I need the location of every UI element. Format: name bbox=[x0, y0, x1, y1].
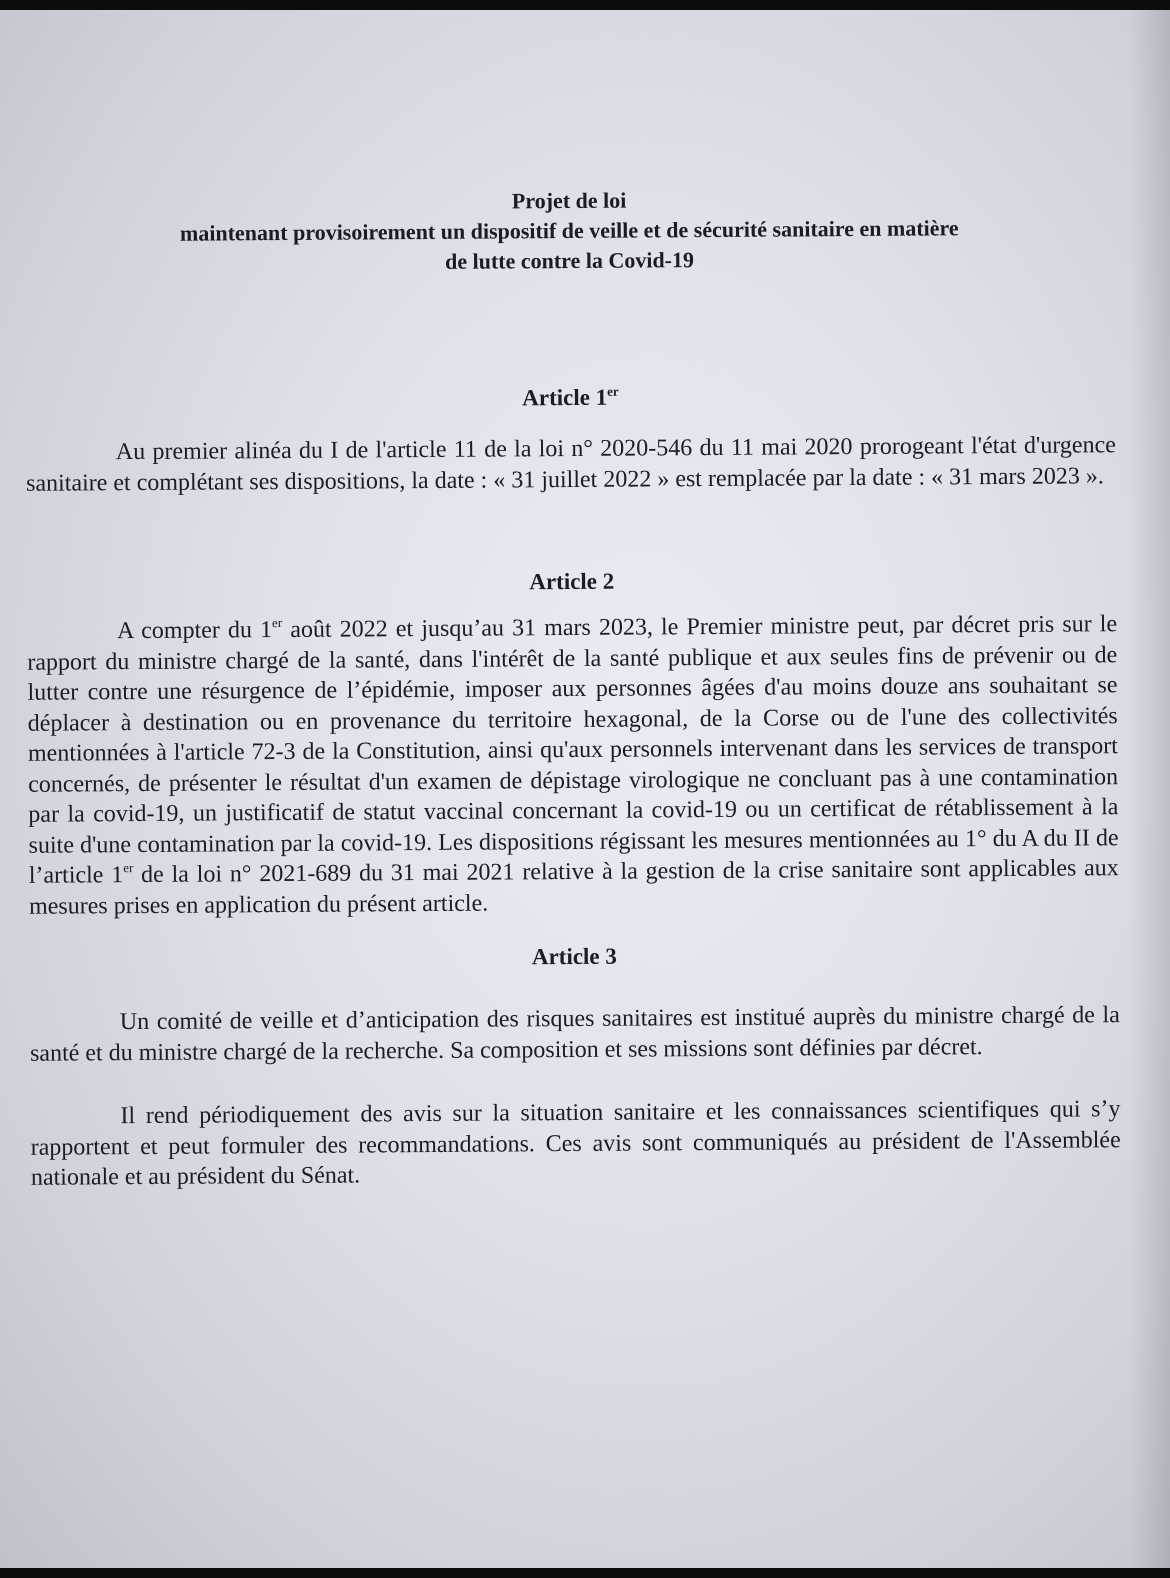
article-1-paragraph: Au premier alinéa du I de l'article 11 de la loi n° 2020-546 du 11 mai 2020 prorogeant l'état d'urgence sanitaire et complétant ses dispositions, la date : « 31 juillet 2022 » est remplacée par la date : « 31 mars 2023 ». bbox=[25, 432, 1116, 497]
title-line-1: Projet de loi bbox=[511, 187, 627, 214]
article-1-heading bbox=[25, 380, 1115, 415]
document-page bbox=[0, 10, 1170, 1568]
title-line-3: de lutte contre la Covid-19 bbox=[444, 247, 695, 274]
article-2-sup-2: er bbox=[123, 860, 134, 876]
article-3-paragraph-1: Un comité de veille et d’anticipation des risques sanitaires est institué auprès du ministre chargé de la santé et du ministre chargé de la recherche. Sa composition et ses missions sont définies par décret. bbox=[29, 1002, 1120, 1067]
document-title bbox=[24, 182, 1115, 280]
page-edge-shadow bbox=[1130, 10, 1170, 1568]
article-2-sup-1: er bbox=[271, 615, 283, 631]
article-1-heading-text: Article 1 bbox=[522, 384, 608, 411]
article-2-heading: Article 2 bbox=[529, 568, 615, 595]
article-2-text-part-1: A compter du 1 bbox=[117, 617, 273, 645]
document-body bbox=[24, 182, 1121, 1193]
article-2-paragraph bbox=[27, 609, 1119, 922]
article-3-heading: Article 3 bbox=[531, 943, 617, 970]
article-2-text-part-2: août 2022 et jusqu’au 31 mars 2023, le Premier ministre peut, par décret pris sur le rapport du ministre chargé de la santé, dans l'intérêt de la santé publique et aux seules fins de prévenir ou de lutter contre une résurgence de l’épidémie, imposer aux personnes âgées d'au moins douze ans souhaitant se déplacer à destination ou en provenance du territoire hexagonal, de la Corse ou de l'une des collectivités mentionnées à l'article 72-3 de la Constitution, ainsi qu'aux personnels intervenant dans les services de transport concernés, de présenter le résultat d'un examen de dépistage virologique ne concluant pas à une contamination par la covid-19, un justificatif de statut vaccinal concernant la covid-19 ou un certificat de rétablissement à la suite d'une contamination par la covid-19. Les dispositions régissant les mesures mentionnées au 1° du A du II de l’article 1 bbox=[27, 611, 1119, 889]
article-2-text-part-3: de la loi n° 2021-689 du 31 mai 2021 relative à la gestion de la crise sanitaire sont applicables aux mesures prises en application du présent article. bbox=[28, 855, 1119, 920]
article-3-paragraph-2: Il rend périodiquement des avis sur la situation sanitaire et les connaissances scientifiques qui s’y rapportent et peut formuler des recommandations. Ces avis sont communiqués au président de l'Assemblée nationale et au président du Sénat. bbox=[30, 1096, 1121, 1191]
article-1-heading-sup: er bbox=[607, 383, 619, 399]
title-line-2: maintenant provisoirement un dispositif de veille et de sécurité sanitaire en matière bbox=[179, 215, 959, 246]
